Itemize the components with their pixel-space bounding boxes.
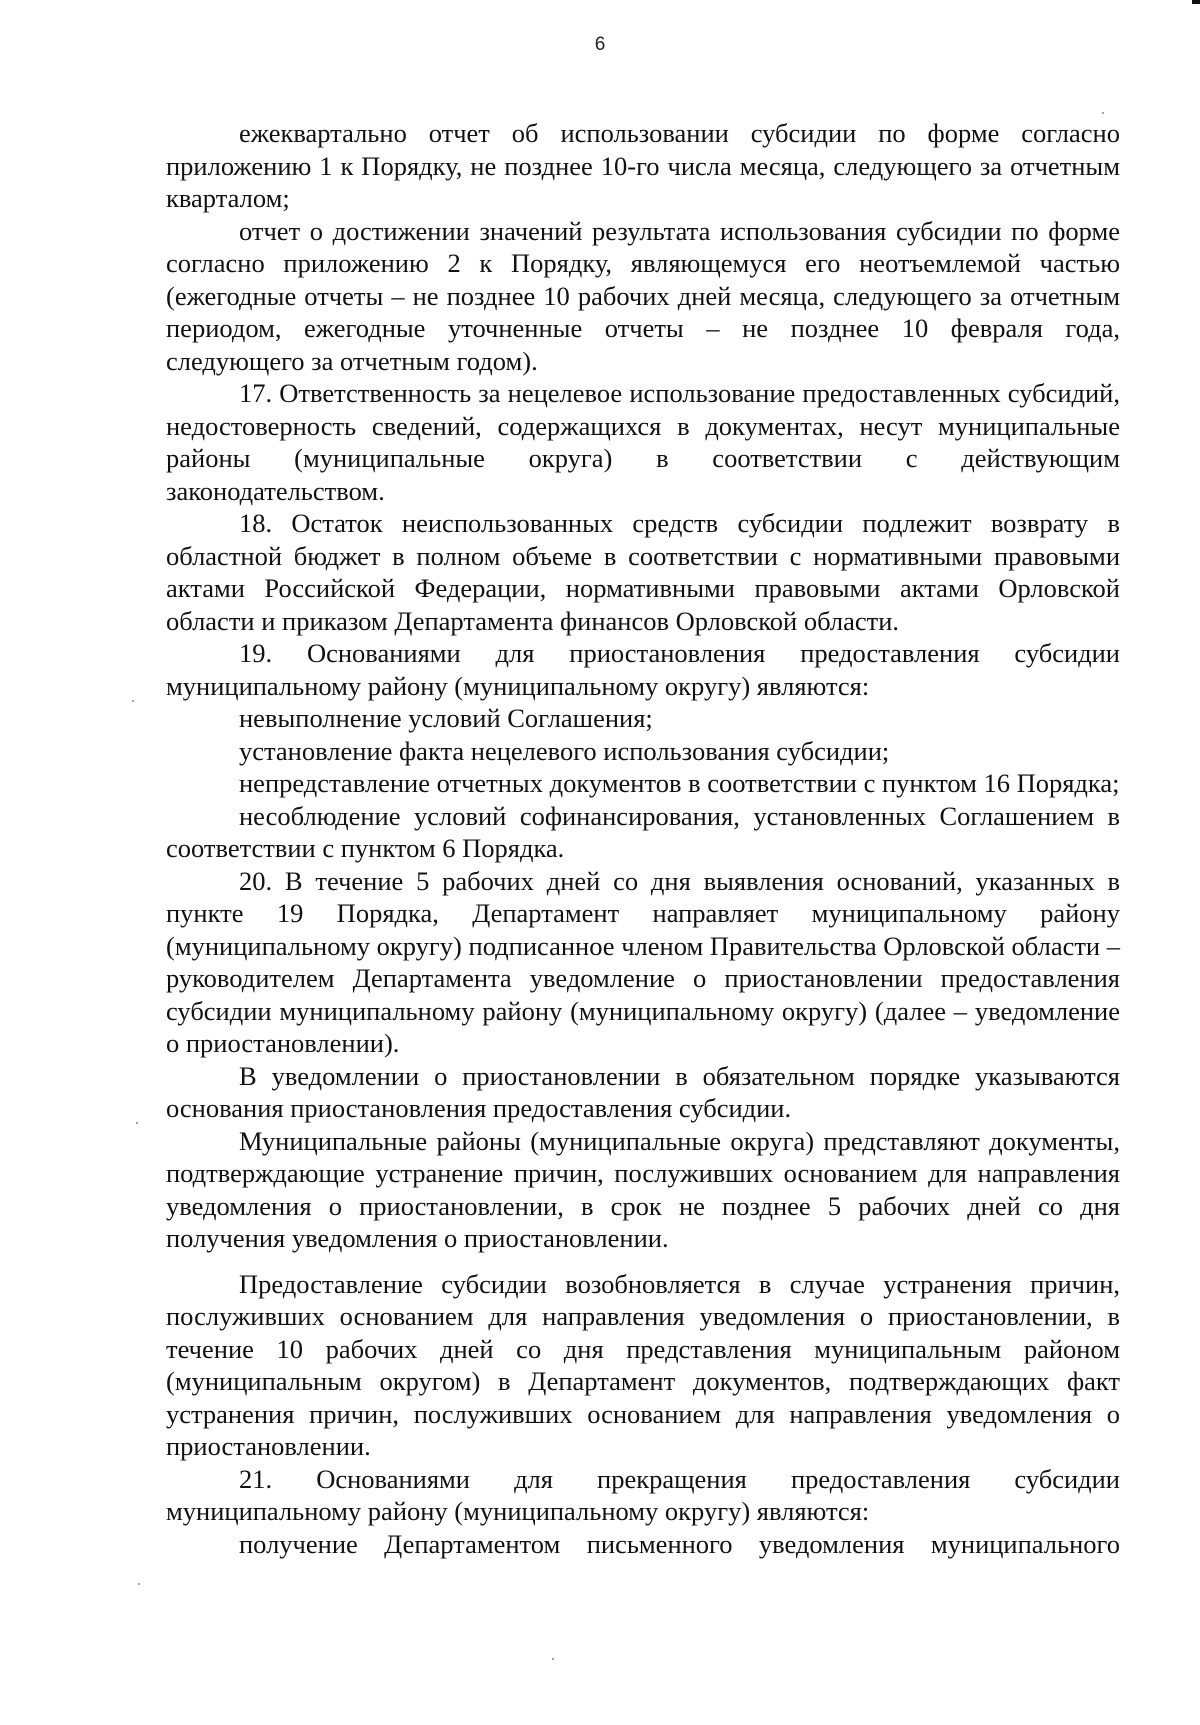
- list-item-misuse: установление факта нецелевого использования субсидии;: [239, 735, 890, 766]
- document-body: [166, 117, 1120, 1560]
- paragraph-termination-notice: получение Департаментом письменного уведомления муниципального: [239, 1528, 1120, 1559]
- scan-speck: [552, 1658, 554, 1660]
- paragraph-notification-content: В уведомлении о приостановлении в обязательном порядке указываются основания приостановления предоставления субсидии.: [166, 1060, 1120, 1123]
- paragraph-quarterly-report: ежеквартально отчет об использовании субсидии по форме согласно приложению 1 к Порядку, не позднее 10-го числа месяца, следующего за отчетным кварталом;: [166, 118, 1120, 213]
- paragraph-districts-documents: Муниципальные районы (муниципальные округа) представляют документы, подтверждающие устранение причин, послуживших основанием для направления уведомления о приостановлении, в срок не позднее 5 рабочих дней со дня получения уведомления о приостановлении.: [166, 1125, 1120, 1253]
- paragraph-18-remainder: 18. Остаток неиспользованных средств субсидии подлежит возврату в областной бюджет в полном объеме в соответствии с нормативными правовыми актами Российской Федерации, нормативными правовыми актами Орловской области и приказом Департамента финансов Орловской области.: [166, 508, 1120, 636]
- paragraph-21-termination-grounds: 21. Основаниями для прекращения предоставления субсидии муниципальному району (муниципальному округу) являются:: [166, 1463, 1120, 1526]
- paragraph-17-responsibility: 17. Ответственность за нецелевое использование предоставленных субсидий, недостоверность сведений, содержащихся в документах, несут муниципальные районы (муниципальные округа) в соответствии с действующим законодательством.: [166, 378, 1120, 506]
- scan-speck: [132, 700, 134, 702]
- list-item-cofinancing: несоблюдение условий софинансирования, установленных Соглашением в соответствии с пунктом 6 Порядка.: [166, 800, 1120, 863]
- page-number: 6: [594, 34, 606, 55]
- paragraph-19-suspension-grounds: 19. Основаниями для приостановления предоставления субсидии муниципальному району (муниципальному округу) являются:: [166, 638, 1120, 701]
- paragraph-20-notification: 20. В течение 5 рабочих дней со дня выявления оснований, указанных в пункте 19 Порядка, Департамент направляет муниципальному району (муниципальному округу) подписанное членом Правительства Орловской области – руководителем Департамента уведомление о приостановлении предоставления субсидии муниципальному району (муниципальному округу) (далее – уведомление о приостановлении).: [166, 865, 1120, 1058]
- list-item-no-reports: непредставление отчетных документов в соответствии с пунктом 16 Порядка;: [239, 768, 1120, 798]
- scan-corner-mark: [1192, 0, 1200, 4]
- scan-speck: [1102, 112, 1104, 114]
- paragraph-resumption: Предоставление субсидии возобновляется в случае устранения причин, послуживших основанием для направления уведомления о приостановлении, в течение 10 рабочих дней со дня представления муниципальным районом (муниципальным округом) в Департамент документов, подтверждающих факт устранения причин, послуживших основанием для направления уведомления о приостановлении.: [166, 1268, 1120, 1461]
- list-item-non-fulfillment: невыполнение условий Соглашения;: [239, 703, 653, 733]
- scan-speck: [136, 1122, 138, 1124]
- scan-speck: [138, 1583, 140, 1585]
- paragraph-result-report: отчет о достижении значений результата использования субсидии по форме согласно приложению 2 к Порядку, являющемуся его неотъемлемой частью (ежегодные отчеты – не позднее 10 рабочих дней месяца, следующего за отчетным периодом, ежегодные уточненные отчеты – не позднее 10 февраля года, следующего за отчетным годом).: [166, 215, 1120, 376]
